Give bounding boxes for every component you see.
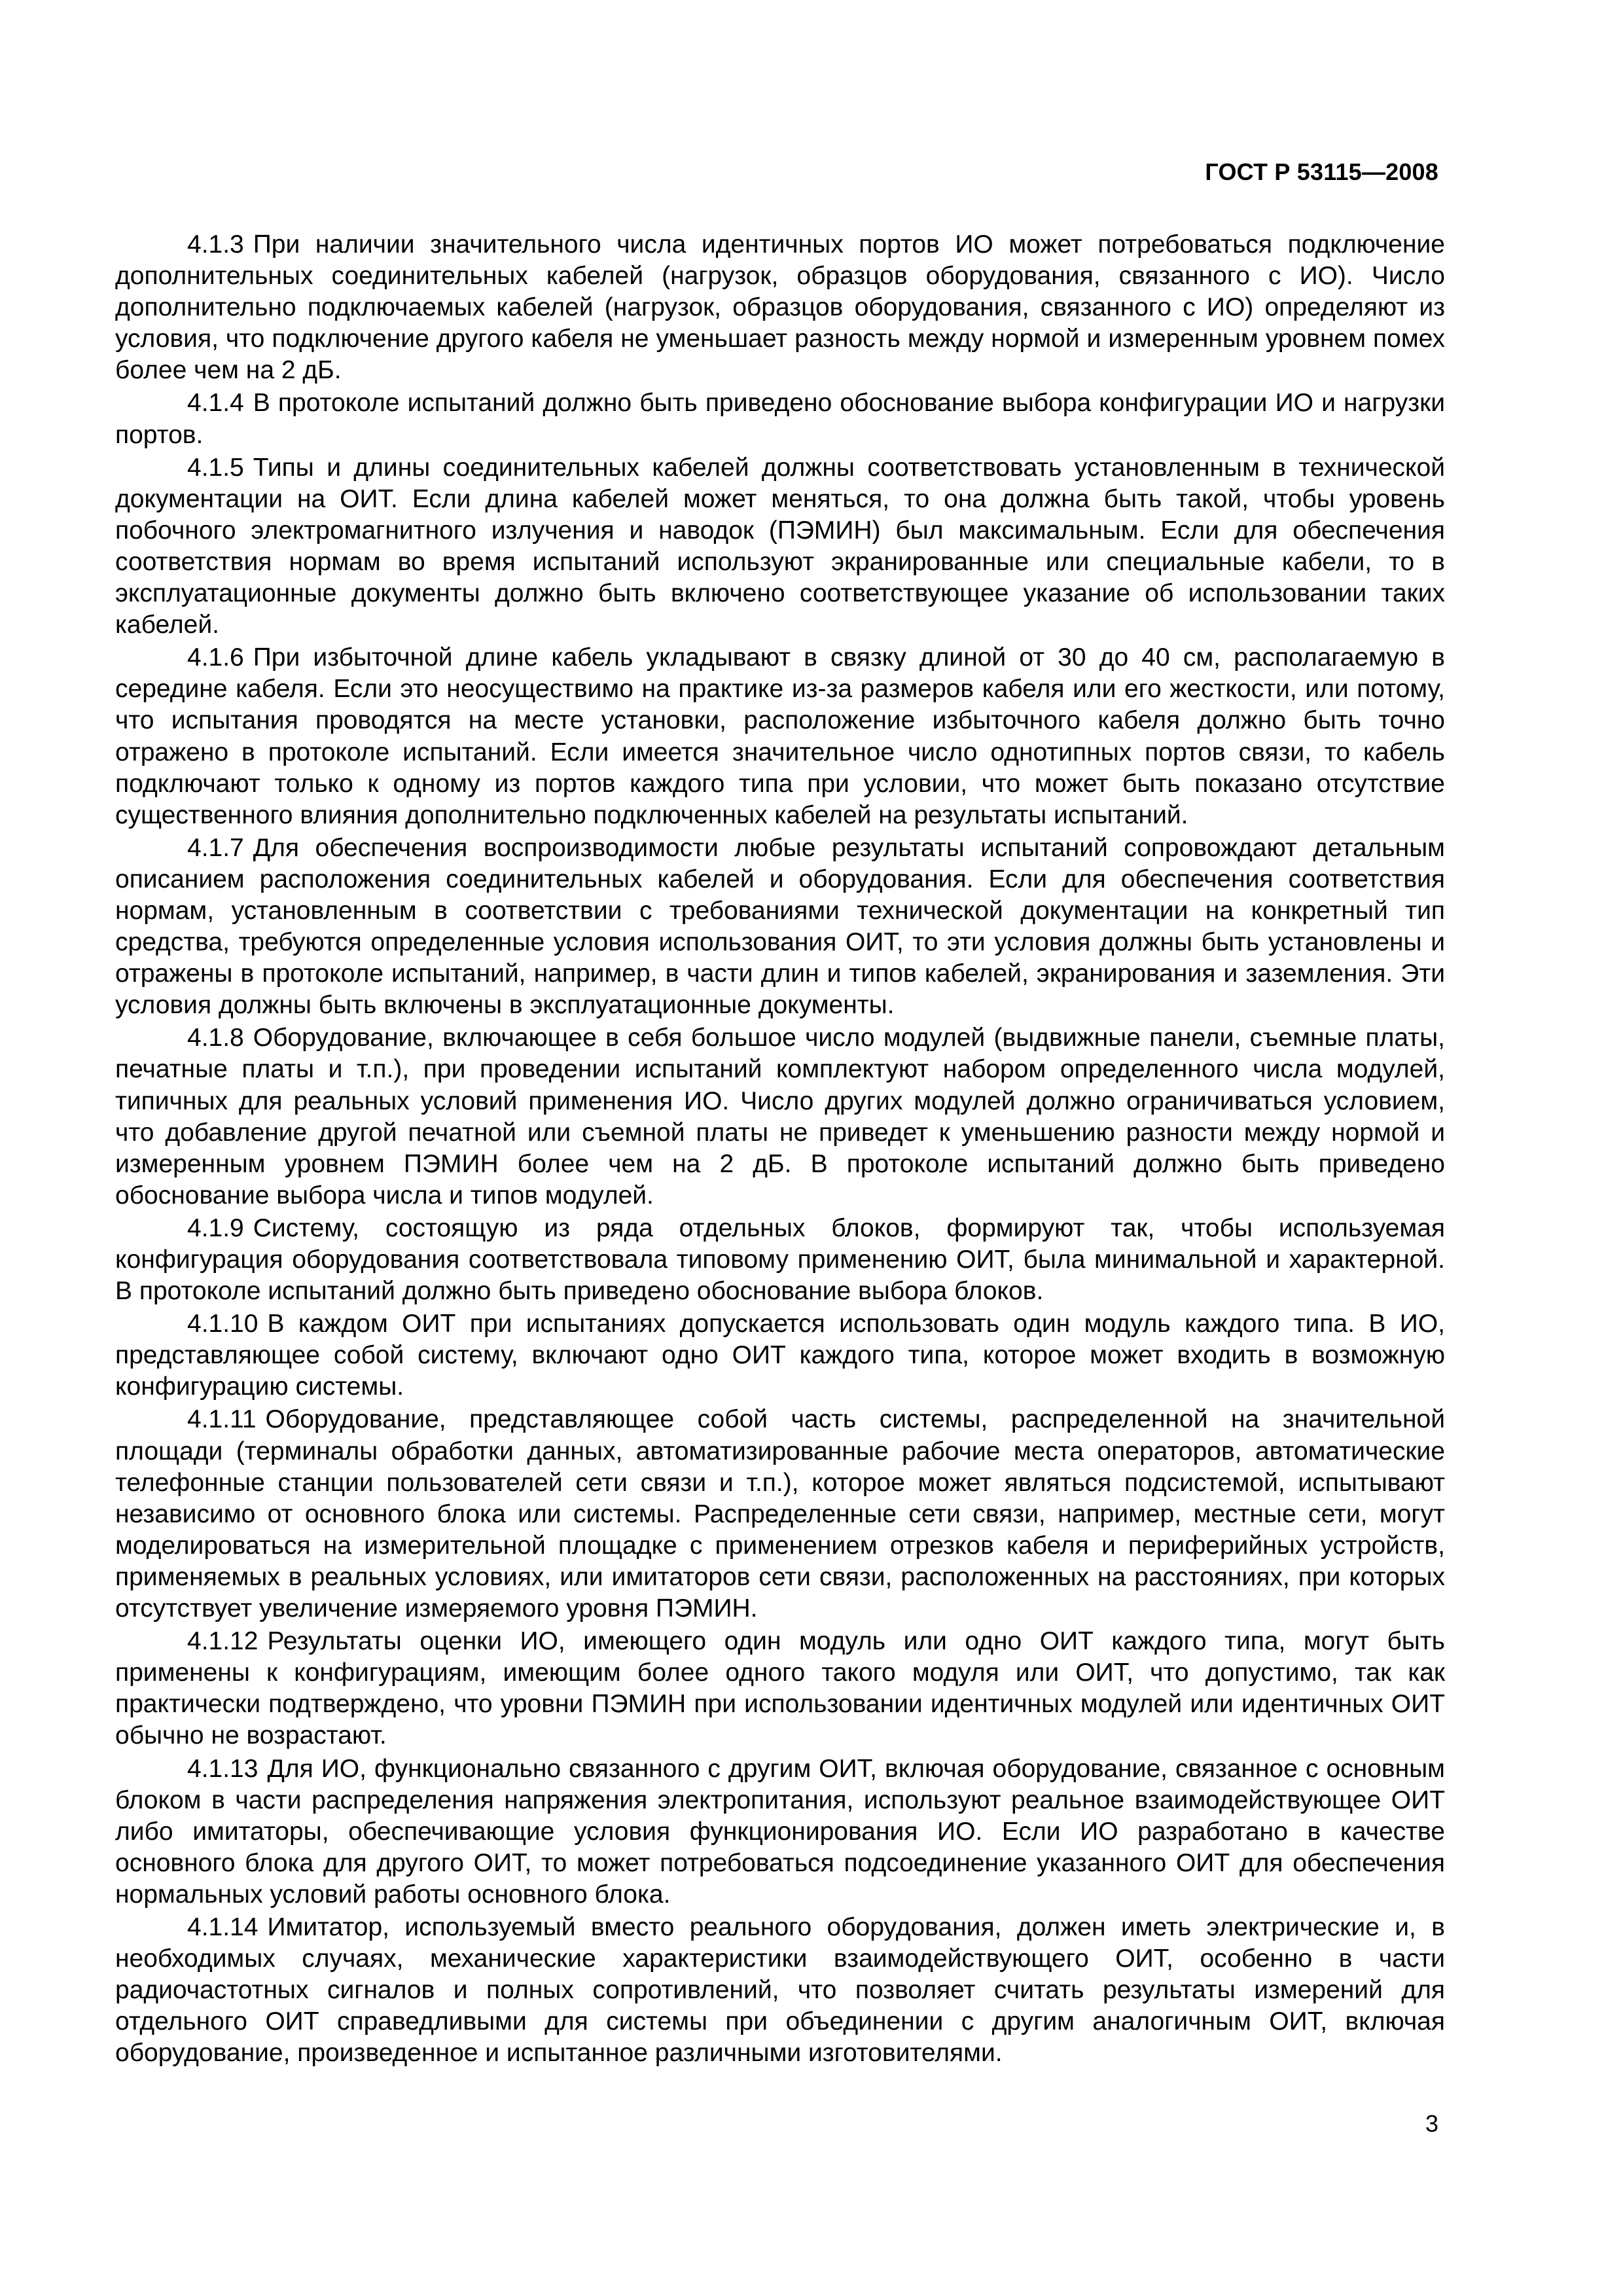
clause-text: Типы и длины соединительных кабелей должны соответствовать установленным в технической документации на ОИТ. Если длина кабелей может меняться, то она должна быть такой, чтобы уровень побочного электромагнитного излучения и наводок (ПЭМИН) был максимальным. Если для обеспечения соответствия нормам во время испытаний используют экранированные или специальные кабели, то в эксплуатационные документы должно быть включено соответствующее указание об использовании таких кабелей. — [115, 453, 1445, 639]
clause-number: 4.1.3 — [187, 230, 244, 259]
clause-4-1-8 — [115, 1022, 1445, 1211]
clause-text: Оборудование, представляющее собой часть системы, распределенной на значительной площади (терминалы обработки данных, автоматизированные рабочие места операторов, автоматические телефонные станции пользователей сети связи и т.п.), которое может являться подсистемой, испытывают независимо от основного блока или системы. Распределенные сети связи, например, местные сети, могут моделироваться на измерительной площадке с применением отрезков кабеля и периферийных устройств, применяемых в реальных условиях, или имитаторов сети связи, расположенных на расстояниях, при которых отсутствует увеличение измеряемого уровня ПЭМИН. — [115, 1405, 1445, 1623]
clause-4-1-10 — [115, 1308, 1445, 1403]
clause-number: 4.1.4 — [187, 389, 244, 418]
clause-number: 4.1.6 — [187, 643, 244, 672]
page-number: 3 — [1425, 2110, 1438, 2137]
clause-4-1-14 — [115, 1912, 1445, 2069]
clause-4-1-6 — [115, 642, 1445, 831]
clause-text: Результаты оценки ИО, имеющего один модуль или одно ОИТ каждого типа, могут быть применены к конфигурациям, имеющим более одного такого модуля или ОИТ, что допустимо, так как практически подтверждено, что уровни ПЭМИН при использовании идентичных модулей или идентичных ОИТ обычно не возрастают. — [115, 1627, 1445, 1750]
clause-number: 4.1.5 — [187, 453, 244, 482]
clause-number: 4.1.14 — [187, 1912, 259, 1941]
clause-number: 4.1.7 — [187, 833, 244, 862]
clause-number: 4.1.13 — [187, 1754, 259, 1783]
clause-number: 4.1.8 — [187, 1024, 244, 1052]
clause-text: Имитатор, используемый вместо реального оборудования, должен иметь электрические и, в необходимых случаях, механические характеристики взаимодействующего ОИТ, особенно в части радиочастотных сигналов и полных сопротивлений, что позволяет считать результаты измерений для отдельного ОИТ справедливыми для системы при объединении с другим аналогичным ОИТ, включая оборудование, произведенное и испытанное различными изготовителями. — [115, 1912, 1445, 2068]
clause-4-1-13 — [115, 1753, 1445, 1910]
clause-number: 4.1.9 — [187, 1213, 244, 1242]
clause-4-1-9 — [115, 1213, 1445, 1307]
clause-text: Систему, состоящую из ряда отдельных блоков, формируют так, чтобы используемая конфигурация оборудования соответствовала типовому применению ОИТ, была минимальной и характерной. В протоколе испытаний должно быть приведено обоснование выбора блоков. — [115, 1213, 1445, 1306]
clause-text: Оборудование, включающее в себя большое число модулей (выдвижные панели, съемные платы, печатные платы и т.п.), при проведении испытаний комплектуют набором определенного числа модулей, типичных для реальных условий применения ИО. Число других модулей должно ограничиваться условием, что добавление другой печатной или съемной платы не приведет к уменьшению разности между нормой и измеренным уровнем ПЭМИН более чем на 2 дБ. В протоколе испытаний должно быть приведено обоснование выбора числа и типов модулей. — [115, 1024, 1445, 1210]
clause-text: При избыточной длине кабель укладывают в связку длиной от 30 до 40 см, располагаемую в середине кабеля. Если это неосуществимо на практике из-за размеров кабеля или его жесткости, или потому, что испытания проводятся на месте установки, расположение избыточного кабеля должно быть точно отражено в протоколе испытаний. Если имеется значительное число однотипных портов связи, то кабель подключают только к одному из портов каждого типа при условии, что может быть показано отсутствие существенного влияния дополнительно подключенных кабелей на результаты испытаний. — [115, 643, 1445, 829]
clause-4-1-11 — [115, 1404, 1445, 1624]
clause-text: В каждом ОИТ при испытаниях допускается использовать один модуль каждого типа. В ИО, представляющее собой систему, включают одно ОИТ каждого типа, которое может входить в возможную конфигурацию системы. — [115, 1310, 1445, 1401]
clause-4-1-12 — [115, 1626, 1445, 1751]
clause-number: 4.1.11 — [187, 1405, 257, 1434]
clause-text: В протоколе испытаний должно быть приведено обоснование выбора конфигурации ИО и нагрузки портов. — [115, 389, 1445, 449]
clause-number: 4.1.10 — [187, 1310, 259, 1338]
document-body — [115, 229, 1445, 2070]
clause-4-1-3 — [115, 229, 1445, 386]
clause-text: При наличии значительного числа идентичных портов ИО может потребоваться подключение дополнительных соединительных кабелей (нагрузок, образцов оборудования, связанного с ИО). Число дополнительно подключаемых кабелей (нагрузок, образцов оборудования, связанного с ИО) определяют из условия, что подключение другого кабеля не уменьшает разность между нормой и измеренным уровнем помех более чем на 2 дБ. — [115, 230, 1445, 385]
clause-4-1-4 — [115, 387, 1445, 450]
clause-number: 4.1.12 — [187, 1627, 259, 1656]
clause-text: Для ИО, функционально связанного с другим ОИТ, включая оборудование, связанное с основным блоком в части распределения напряжения электропитания, используют реальное взаимодействующее ОИТ либо имитаторы, обеспечивающие условия функционирования ИО. Если ИО разработано в качестве основного блока для другого ОИТ, то может потребоваться подсоединение указанного ОИТ для обеспечения нормальных условий работы основного блока. — [115, 1754, 1445, 1909]
clause-4-1-5 — [115, 452, 1445, 641]
document-header: ГОСТ Р 53115—2008 — [1205, 158, 1438, 185]
clause-text: Для обеспечения воспроизводимости любые результаты испытаний сопровождают детальным описанием расположения соединительных кабелей и оборудования. Если для обеспечения соответствия нормам, установленным в соответствии с требованиями технической документации на конкретный тип средства, требуются определенные условия использования ОИТ, то эти условия должны быть установлены и отражены в протоколе испытаний, например, в части длин и типов кабелей, экранирования и заземления. Эти условия должны быть включены в эксплуатационные документы. — [115, 833, 1445, 1020]
clause-4-1-7 — [115, 833, 1445, 1022]
